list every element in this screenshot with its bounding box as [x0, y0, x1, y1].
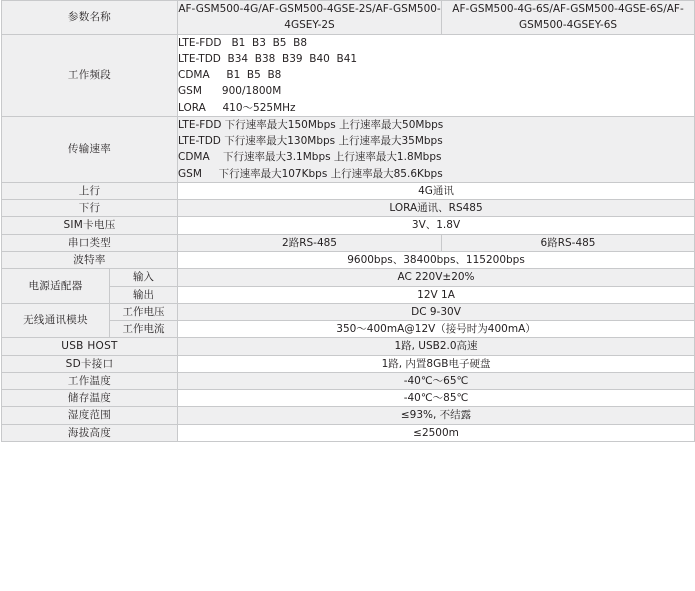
row-value-baud-rate: 9600bps、38400bps、115200bps: [178, 251, 695, 268]
row-label-transfer-rate: 传输速率: [2, 116, 178, 182]
row-label-serial-type: 串口类型: [2, 234, 178, 251]
row-value-serial-type-2: 6路RS-485: [442, 234, 695, 251]
row-value-wireless-current: 350～400mA@12V（接号时为400mA）: [178, 321, 695, 338]
table-row-uplink: [2, 182, 695, 199]
table-row-wireless-voltage: [2, 303, 695, 320]
row-value-work-band: [178, 34, 695, 116]
row-value-uplink: 4G通讯: [178, 182, 695, 199]
row-label-sd-card: SD卡接口: [2, 355, 178, 372]
work-band-line-5: LORA 410～525MHz: [178, 101, 296, 114]
header-param-name: 参数名称: [2, 1, 178, 35]
row-value-power-output: 12V 1A: [178, 286, 695, 303]
row-label-work-temp: 工作温度: [2, 372, 178, 389]
table-row-altitude: [2, 424, 695, 441]
row-value-transfer-rate: [178, 116, 695, 182]
table-row-work-temp: [2, 372, 695, 389]
work-band-line-4: GSM 900/1800M: [178, 85, 282, 98]
table-row-transfer-rate: [2, 116, 695, 182]
row-value-sd-card: 1路, 内置8GB电子硬盘: [178, 355, 695, 372]
row-value-serial-type-1: 2路RS-485: [178, 234, 442, 251]
row-value-usb-host: 1路, USB2.0高速: [178, 338, 695, 355]
row-label-altitude: 海拔高度: [2, 424, 178, 441]
table-row-downlink: [2, 200, 695, 217]
row-label-baud-rate: 波特率: [2, 251, 178, 268]
row-value-wireless-voltage: DC 9-30V: [178, 303, 695, 320]
work-band-line-2: LTE-TDD B34 B38 B39 B40 B41: [178, 52, 358, 65]
row-label-sim-voltage: SIM卡电压: [2, 217, 178, 234]
work-band-line-3: CDMA B1 B5 B8: [178, 69, 282, 82]
header-model-col-1: AF-GSM500-4G/AF-GSM500-4GSE-2S/AF-GSM500-4GSEY-2S: [178, 1, 442, 35]
transfer-rate-line-1: LTE-FDD 下行速率最大150Mbps 上行速率最大50Mbps: [178, 118, 444, 131]
row-value-humidity: ≤93%, 不结露: [178, 407, 695, 424]
row-label-store-temp: 储存温度: [2, 390, 178, 407]
row-label-power-adapter: 电源适配器: [2, 269, 110, 304]
row-label-wireless-module: 无线通讯模块: [2, 303, 110, 338]
table-row-work-band: [2, 34, 695, 116]
specification-table: [1, 0, 695, 442]
transfer-rate-line-4: GSM 下行速率最大107Kbps 上行速率最大85.6Kbps: [178, 167, 443, 180]
row-label-downlink: 下行: [2, 200, 178, 217]
row-value-store-temp: -40℃～85℃: [178, 390, 695, 407]
transfer-rate-line-2: LTE-TDD 下行速率最大130Mbps 上行速率最大35Mbps: [178, 135, 443, 148]
row-label-work-band: 工作频段: [2, 34, 178, 116]
table-row-baud-rate: [2, 251, 695, 268]
table-row-power-adapter-input: [2, 269, 695, 286]
table-header-row: [2, 1, 695, 35]
transfer-rate-line-3: CDMA 下行速率最大3.1Mbps 上行速率最大1.8Mbps: [178, 151, 442, 164]
table-row-store-temp: [2, 390, 695, 407]
row-sublabel-wireless-current: 工作电流: [110, 321, 178, 338]
row-sublabel-wireless-voltage: 工作电压: [110, 303, 178, 320]
row-value-altitude: ≤2500m: [178, 424, 695, 441]
table-row-serial-type: [2, 234, 695, 251]
row-sublabel-power-input: 输入: [110, 269, 178, 286]
table-row-usb-host: [2, 338, 695, 355]
row-label-usb-host: USB HOST: [2, 338, 178, 355]
header-model-col-2: AF-GSM500-4G-6S/AF-GSM500-4GSE-6S/AF-GSM500-4GSEY-6S: [442, 1, 695, 35]
row-value-downlink: LORA通讯、RS485: [178, 200, 695, 217]
row-sublabel-power-output: 输出: [110, 286, 178, 303]
work-band-line-1: LTE-FDD B1 B3 B5 B8: [178, 36, 308, 49]
row-label-humidity: 湿度范围: [2, 407, 178, 424]
row-value-sim-voltage: 3V、1.8V: [178, 217, 695, 234]
table-row-sim-voltage: [2, 217, 695, 234]
row-label-uplink: 上行: [2, 182, 178, 199]
row-value-power-input: AC 220V±20%: [178, 269, 695, 286]
row-value-work-temp: -40℃～65℃: [178, 372, 695, 389]
table-row-humidity: [2, 407, 695, 424]
table-row-sd-card: [2, 355, 695, 372]
